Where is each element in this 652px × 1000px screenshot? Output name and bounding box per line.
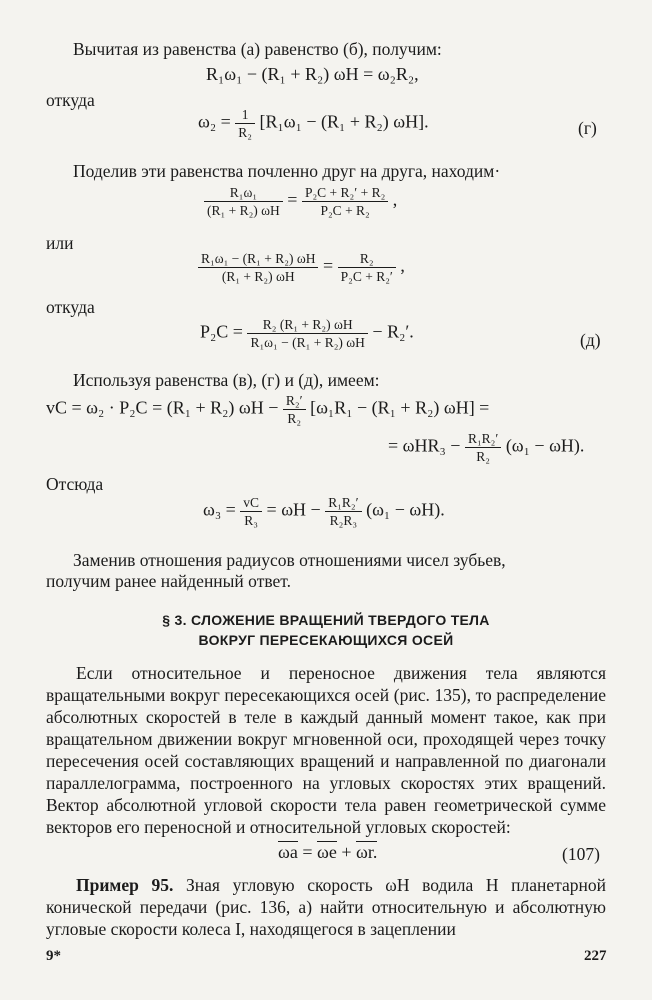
paragraph-example-95: [46, 874, 606, 940]
eq4-line2-b: (ω₁ − ωH).: [505, 435, 585, 456]
paragraph-replace-line2: получим ранее найденный ответ.: [46, 571, 291, 591]
eq3-equals: =: [322, 255, 334, 276]
eq4-line1-b: [ω₁R₁ − (R₁ + R₂) ωH] =: [310, 397, 490, 418]
eq3-num-left: R₁ω₁ − (R₁ + R₂) ωH: [198, 250, 318, 268]
eq5-frac1: [240, 494, 262, 529]
eq107-equals: =: [302, 842, 313, 862]
eq3-frac-left: [198, 250, 318, 285]
paragraph-intro-using: Используя равенства (в), (г) и (д), имеем:: [73, 370, 380, 390]
equation-ratio: [204, 184, 397, 219]
equation-tag-g: (г): [578, 118, 597, 138]
eq2-den-right: P₂C + R₂: [320, 203, 370, 218]
eq5-rhs: (ω₁ − ωH).: [366, 499, 445, 520]
eq-d-num: R₂ (R₁ + R₂) ωH: [247, 316, 367, 334]
eq2-equals: =: [287, 189, 298, 210]
eq3-den-right: P₂C + R₂′: [340, 269, 393, 284]
eq2-comma: ,: [392, 189, 398, 210]
example-text: Зная угловую скорость ωH водила H планетарной конической передачи (рис. 136, а) найти относительную и абсолютную угловые скорости колеса I, находящегося в зацеплении: [46, 875, 607, 939]
eq5-frac1-num: vC: [240, 494, 262, 512]
eq2-frac-left: [204, 184, 283, 219]
equation-difference: R₁ω₁ − (R₁ + R₂) ωH = ω₂R₂,: [206, 64, 419, 84]
eq2-num-right: P₂C + R₂′ + R₂: [302, 184, 388, 202]
eq2-den-left: (R₁ + R₂) ωH: [207, 203, 280, 218]
section-title-line1: § 3. СЛОЖЕНИЕ ВРАЩЕНИЙ ТВЕРДОГО ТЕЛА: [162, 612, 490, 628]
equation-tag-107: (107): [562, 844, 600, 864]
eq-d-den: R₁ω₁ − (R₁ + R₂) ωH: [250, 335, 365, 350]
eq4-frac1-num: R₂′: [283, 392, 306, 410]
eq5-frac1-den: R₃: [244, 513, 259, 528]
eq-g-fraction: [235, 106, 255, 141]
eq4-line1-a: vC = ω₂ · P₂C = (R₁ + R₂) ωH −: [46, 397, 279, 418]
paragraph-intro-subtraction: Вычитая из равенства (а) равенство (б), получим:: [73, 39, 442, 59]
eq107-omega-e: ωe: [317, 842, 337, 862]
eq4-line2-a: = ωHR₃ −: [388, 435, 461, 456]
page-number: 227: [584, 948, 607, 964]
eq4-frac2-den: R₂: [476, 449, 490, 464]
eq5-frac2: [325, 494, 361, 529]
paragraph-rotation-sum: Если относительное и переносное движения тела являются вращательными вокруг пересекающихся осей (рис. 135), то распределение абсолютных скоростей в теле в каждый данный момент такое, как при вращательном движении вокруг мгновенной оси, проходящей через точку пересечения осей составляющих вращений и направленной по диагонали параллелограмма, построенного на угловых скоростях этих вращений. Вектор абсолютной угловой скорости тела равен геометрической сумме векторов его переносной и относительной угловых скоростей:: [46, 663, 606, 837]
eq4-frac1: [283, 392, 306, 427]
eq5-frac2-num: R₁R₂′: [325, 494, 361, 512]
equation-tag-d: (д): [580, 330, 601, 350]
eq-d-lhs: P₂C =: [200, 321, 243, 342]
equation-vc-line2: [388, 430, 584, 465]
eq-g-rhs: [R₁ω₁ − (R₁ + R₂) ωH].: [259, 111, 429, 132]
equation-omega3: [203, 494, 445, 529]
equation-vc-line1: [46, 392, 489, 427]
eq3-den-left: (R₁ + R₂) ωH: [221, 269, 295, 284]
eq3-comma: ,: [400, 255, 405, 276]
eq2-frac-right: [302, 184, 388, 219]
eq3-frac-right: [338, 250, 396, 285]
eq-g-num: 1: [235, 106, 255, 124]
eq-g-lhs: ω₂ =: [198, 111, 231, 132]
eq4-frac2: [465, 430, 501, 465]
word-otkuda: откуда: [46, 90, 95, 110]
eq-d-fraction: [247, 316, 367, 351]
section-heading: [46, 610, 606, 650]
eq3-num-right: R₂: [338, 250, 396, 268]
eq4-frac2-num: R₁R₂′: [465, 430, 501, 448]
eq2-num-left: R₁ω₁: [204, 184, 283, 202]
word-otkuda-2: откуда: [46, 297, 95, 317]
example-label: Пример 95.: [76, 875, 174, 895]
section-title-line2: ВОКРУГ ПЕРЕСЕКАЮЩИХСЯ ОСЕЙ: [198, 632, 454, 648]
paragraph-intro-division: Поделив эти равенства почленно друг на друга, находим·: [73, 161, 501, 181]
eq5-lhs: ω₃ =: [203, 499, 236, 520]
word-otsyuda: Отсюда: [46, 474, 104, 494]
footer-signature: 9*: [46, 948, 61, 964]
eq107-plus: +: [341, 842, 352, 862]
word-ili: или: [46, 233, 74, 253]
eq-g-den: R₂: [238, 125, 252, 140]
eq107-omega-a: ωa: [278, 842, 298, 862]
eq5-mid: = ωH −: [266, 499, 321, 520]
equation-d: [200, 316, 414, 351]
eq4-frac1-den: R₂: [287, 411, 302, 426]
paragraph-replace-line1: Заменив отношения радиусов отношениями чисел зубьев,: [73, 550, 506, 570]
equation-ratio-2: [198, 250, 405, 285]
eq-d-rhs: − R₂′.: [372, 321, 414, 342]
equation-107: [278, 842, 377, 863]
eq5-frac2-den: R₂R₃: [329, 513, 358, 528]
eq107-omega-r: ωr.: [356, 842, 378, 862]
equation-g: [198, 106, 429, 141]
